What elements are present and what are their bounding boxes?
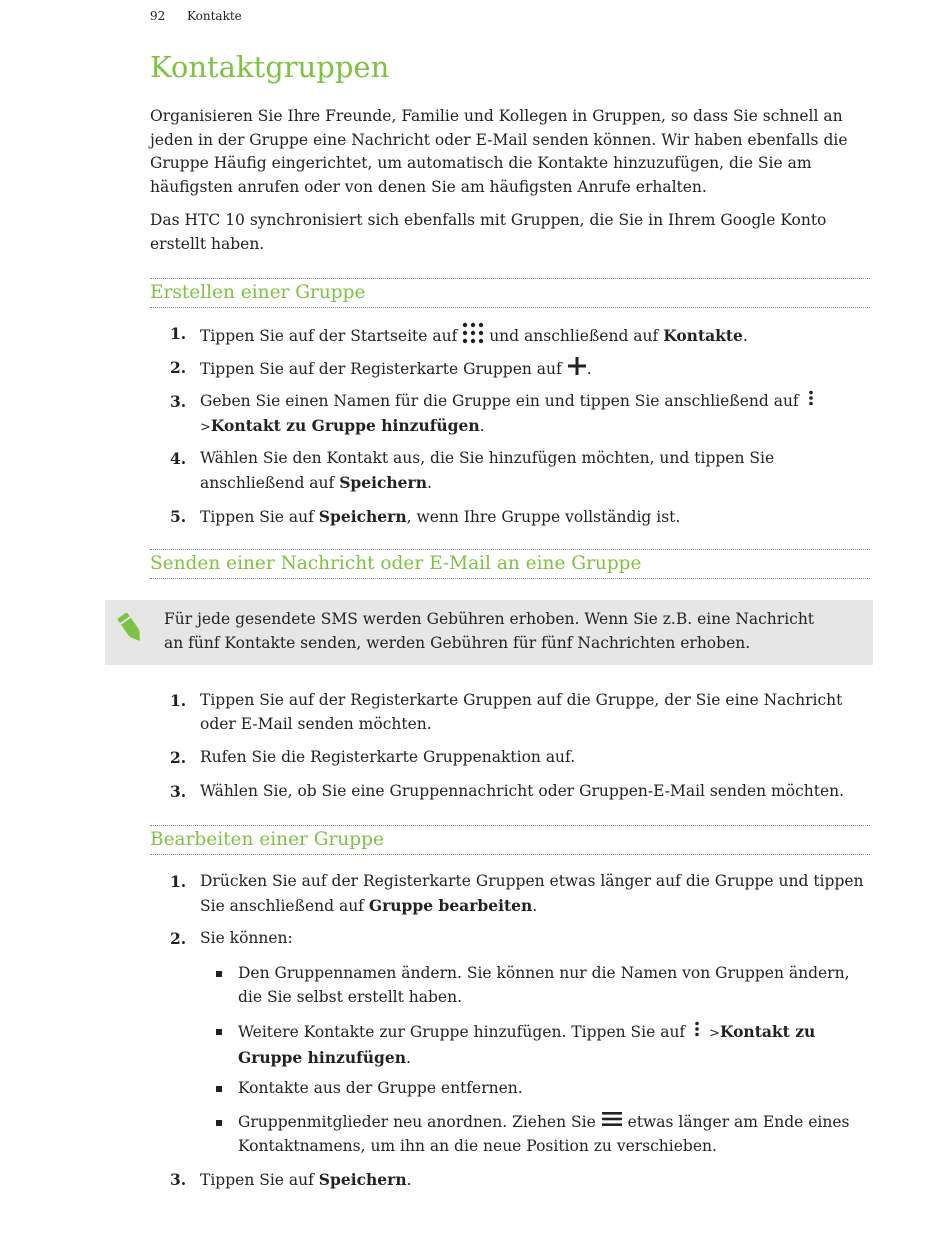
step-text-end: . bbox=[532, 896, 538, 915]
page-number: 92 bbox=[150, 9, 166, 23]
bullet-marker bbox=[216, 1120, 222, 1126]
step-text: Geben Sie einen Namen für die Gruppe ein und tippen Sie anschließend auf bbox=[200, 392, 799, 410]
step-number: 5. bbox=[170, 507, 187, 526]
plus-icon bbox=[567, 356, 587, 384]
step-text: Rufen Sie die Registerkarte Gruppenaktion auf. bbox=[200, 748, 576, 766]
pencil-note-icon bbox=[115, 609, 145, 649]
step-number: 3. bbox=[170, 1170, 187, 1189]
step-text: Tippen Sie auf bbox=[200, 1171, 314, 1189]
step-bold-term: Gruppe bearbeiten bbox=[368, 895, 533, 915]
menu-separator: > bbox=[200, 419, 211, 435]
page-title: Kontaktgruppen bbox=[150, 50, 390, 84]
bullet-marker bbox=[216, 971, 222, 977]
note-box bbox=[105, 600, 873, 665]
step-text-end: . bbox=[742, 326, 748, 345]
step-number: 3. bbox=[170, 782, 187, 801]
step-bold-term: Kontakte bbox=[663, 325, 743, 345]
step-bold-term: Speichern bbox=[318, 1170, 407, 1189]
running-header bbox=[150, 9, 242, 23]
more-vert-icon bbox=[690, 1021, 704, 1045]
step-text: Wählen Sie, ob Sie eine Gruppennachricht oder Gruppen-E-Mail senden möchten. bbox=[200, 782, 845, 800]
list-item bbox=[150, 870, 872, 918]
bullet-text-end: . bbox=[406, 1048, 411, 1067]
bullet-text: Gruppenmitglieder neu anordnen. Ziehen Sie bbox=[238, 1113, 596, 1131]
step-number: 1. bbox=[170, 324, 187, 343]
bullet-item bbox=[150, 1111, 872, 1158]
step-bold-term: Kontakt zu Gruppe hinzufügen bbox=[210, 415, 480, 435]
bullet-item bbox=[150, 962, 872, 1009]
intro-paragraph-1: Organisieren Sie Ihre Freunde, Familie und Kollegen in Gruppen, so dass Sie schnell an jeden in der Gruppe eine Nachricht oder E-Mail senden können. Wir haben ebenfalls die Gruppe Häufig eingerichtet, um automatisch die Kontakte hinzuzufügen, die Sie am häufigsten anrufen oder von denen Sie am häufigsten Anrufe erhalten. bbox=[150, 107, 848, 196]
step-text: Wählen Sie den Kontakt aus, die Sie hinzufügen möchten, und tippen Sie anschließend auf bbox=[200, 449, 775, 492]
bullet-marker bbox=[216, 1086, 222, 1092]
step-text-end: . bbox=[479, 416, 485, 435]
step-number: 1. bbox=[170, 691, 187, 710]
step-text-end: , wenn Ihre Gruppe vollständig ist. bbox=[406, 508, 681, 526]
bullet-text: Kontakte aus der Gruppe entfernen. bbox=[238, 1079, 523, 1097]
bullet-item bbox=[150, 1020, 872, 1070]
list-item bbox=[150, 390, 872, 439]
apps-grid-icon bbox=[462, 322, 484, 352]
step-number: 4. bbox=[170, 449, 187, 468]
step-number: 2. bbox=[170, 358, 187, 377]
section-title: Erstellen einer Gruppe bbox=[150, 282, 366, 303]
step-number: 1. bbox=[170, 872, 187, 891]
list-item bbox=[150, 689, 872, 736]
list-item bbox=[150, 322, 872, 352]
step-text: Sie können: bbox=[200, 929, 293, 947]
section-heading-create bbox=[150, 278, 870, 308]
step-text-end: . bbox=[586, 359, 592, 378]
bullet-text: Den Gruppennamen ändern. Sie können nur die Namen von Gruppen ändern, die Sie selbst erstellt haben. bbox=[238, 964, 850, 1006]
step-number: 3. bbox=[170, 392, 187, 411]
step-text-end: . bbox=[426, 473, 432, 492]
drag-handle-icon bbox=[601, 1111, 623, 1135]
step-text: Tippen Sie auf der Registerkarte Gruppen auf bbox=[200, 359, 562, 378]
more-vert-icon bbox=[804, 390, 818, 414]
bullet-text: Weitere Kontakte zur Gruppe hinzufügen. Tippen Sie auf bbox=[238, 1023, 686, 1041]
step-text-end: . bbox=[406, 1171, 412, 1189]
menu-separator: > bbox=[709, 1026, 720, 1041]
section-heading-edit bbox=[150, 825, 870, 855]
step-text: Tippen Sie auf der Startseite auf bbox=[200, 326, 458, 345]
note-text: Für jede gesendete SMS werden Gebühren erhoben. Wenn Sie z.B. eine Nachricht an fünf Kontakte senden, werden Gebühren für fünf Nachrichten erhoben. bbox=[164, 610, 815, 652]
bullet-marker bbox=[216, 1029, 222, 1035]
bullet-bold-term: Kontakt zu Gruppe hinzufügen bbox=[238, 1022, 816, 1067]
intro-paragraph-2: Das HTC 10 synchronisiert sich ebenfalls mit Gruppen, die Sie in Ihrem Google Konto erstellt haben. bbox=[150, 211, 827, 253]
step-text: Tippen Sie auf der Registerkarte Gruppen auf die Gruppe, der Sie eine Nachricht oder E-Mail senden möchten. bbox=[200, 691, 843, 733]
step-number: 2. bbox=[170, 929, 187, 948]
step-text: Drücken Sie auf der Registerkarte Gruppen etwas länger auf die Gruppe und tippen Sie anschließend auf bbox=[200, 872, 864, 915]
section-heading-send bbox=[150, 549, 870, 579]
step-text-continued: und anschließend auf bbox=[489, 326, 659, 345]
list-item bbox=[150, 1168, 872, 1193]
section-title: Bearbeiten einer Gruppe bbox=[150, 829, 384, 850]
list-item bbox=[150, 447, 872, 495]
step-bold-term: Speichern bbox=[339, 472, 427, 492]
list-item bbox=[150, 927, 872, 951]
bullet-text-continued: etwas länger am Ende eines Kontaktnamens, um ihn an die neue Position zu verschieben. bbox=[238, 1113, 850, 1155]
list-item bbox=[150, 780, 872, 804]
list-item bbox=[150, 505, 872, 530]
list-item bbox=[150, 746, 872, 770]
bullet-item bbox=[150, 1077, 872, 1101]
list-item bbox=[150, 356, 872, 384]
step-bold-term: Speichern bbox=[318, 507, 407, 526]
chapter-name: Kontakte bbox=[187, 9, 242, 23]
step-text: Tippen Sie auf bbox=[200, 508, 314, 526]
section-title: Senden einer Nachricht oder E-Mail an eine Gruppe bbox=[150, 553, 642, 574]
step-number: 2. bbox=[170, 748, 187, 767]
